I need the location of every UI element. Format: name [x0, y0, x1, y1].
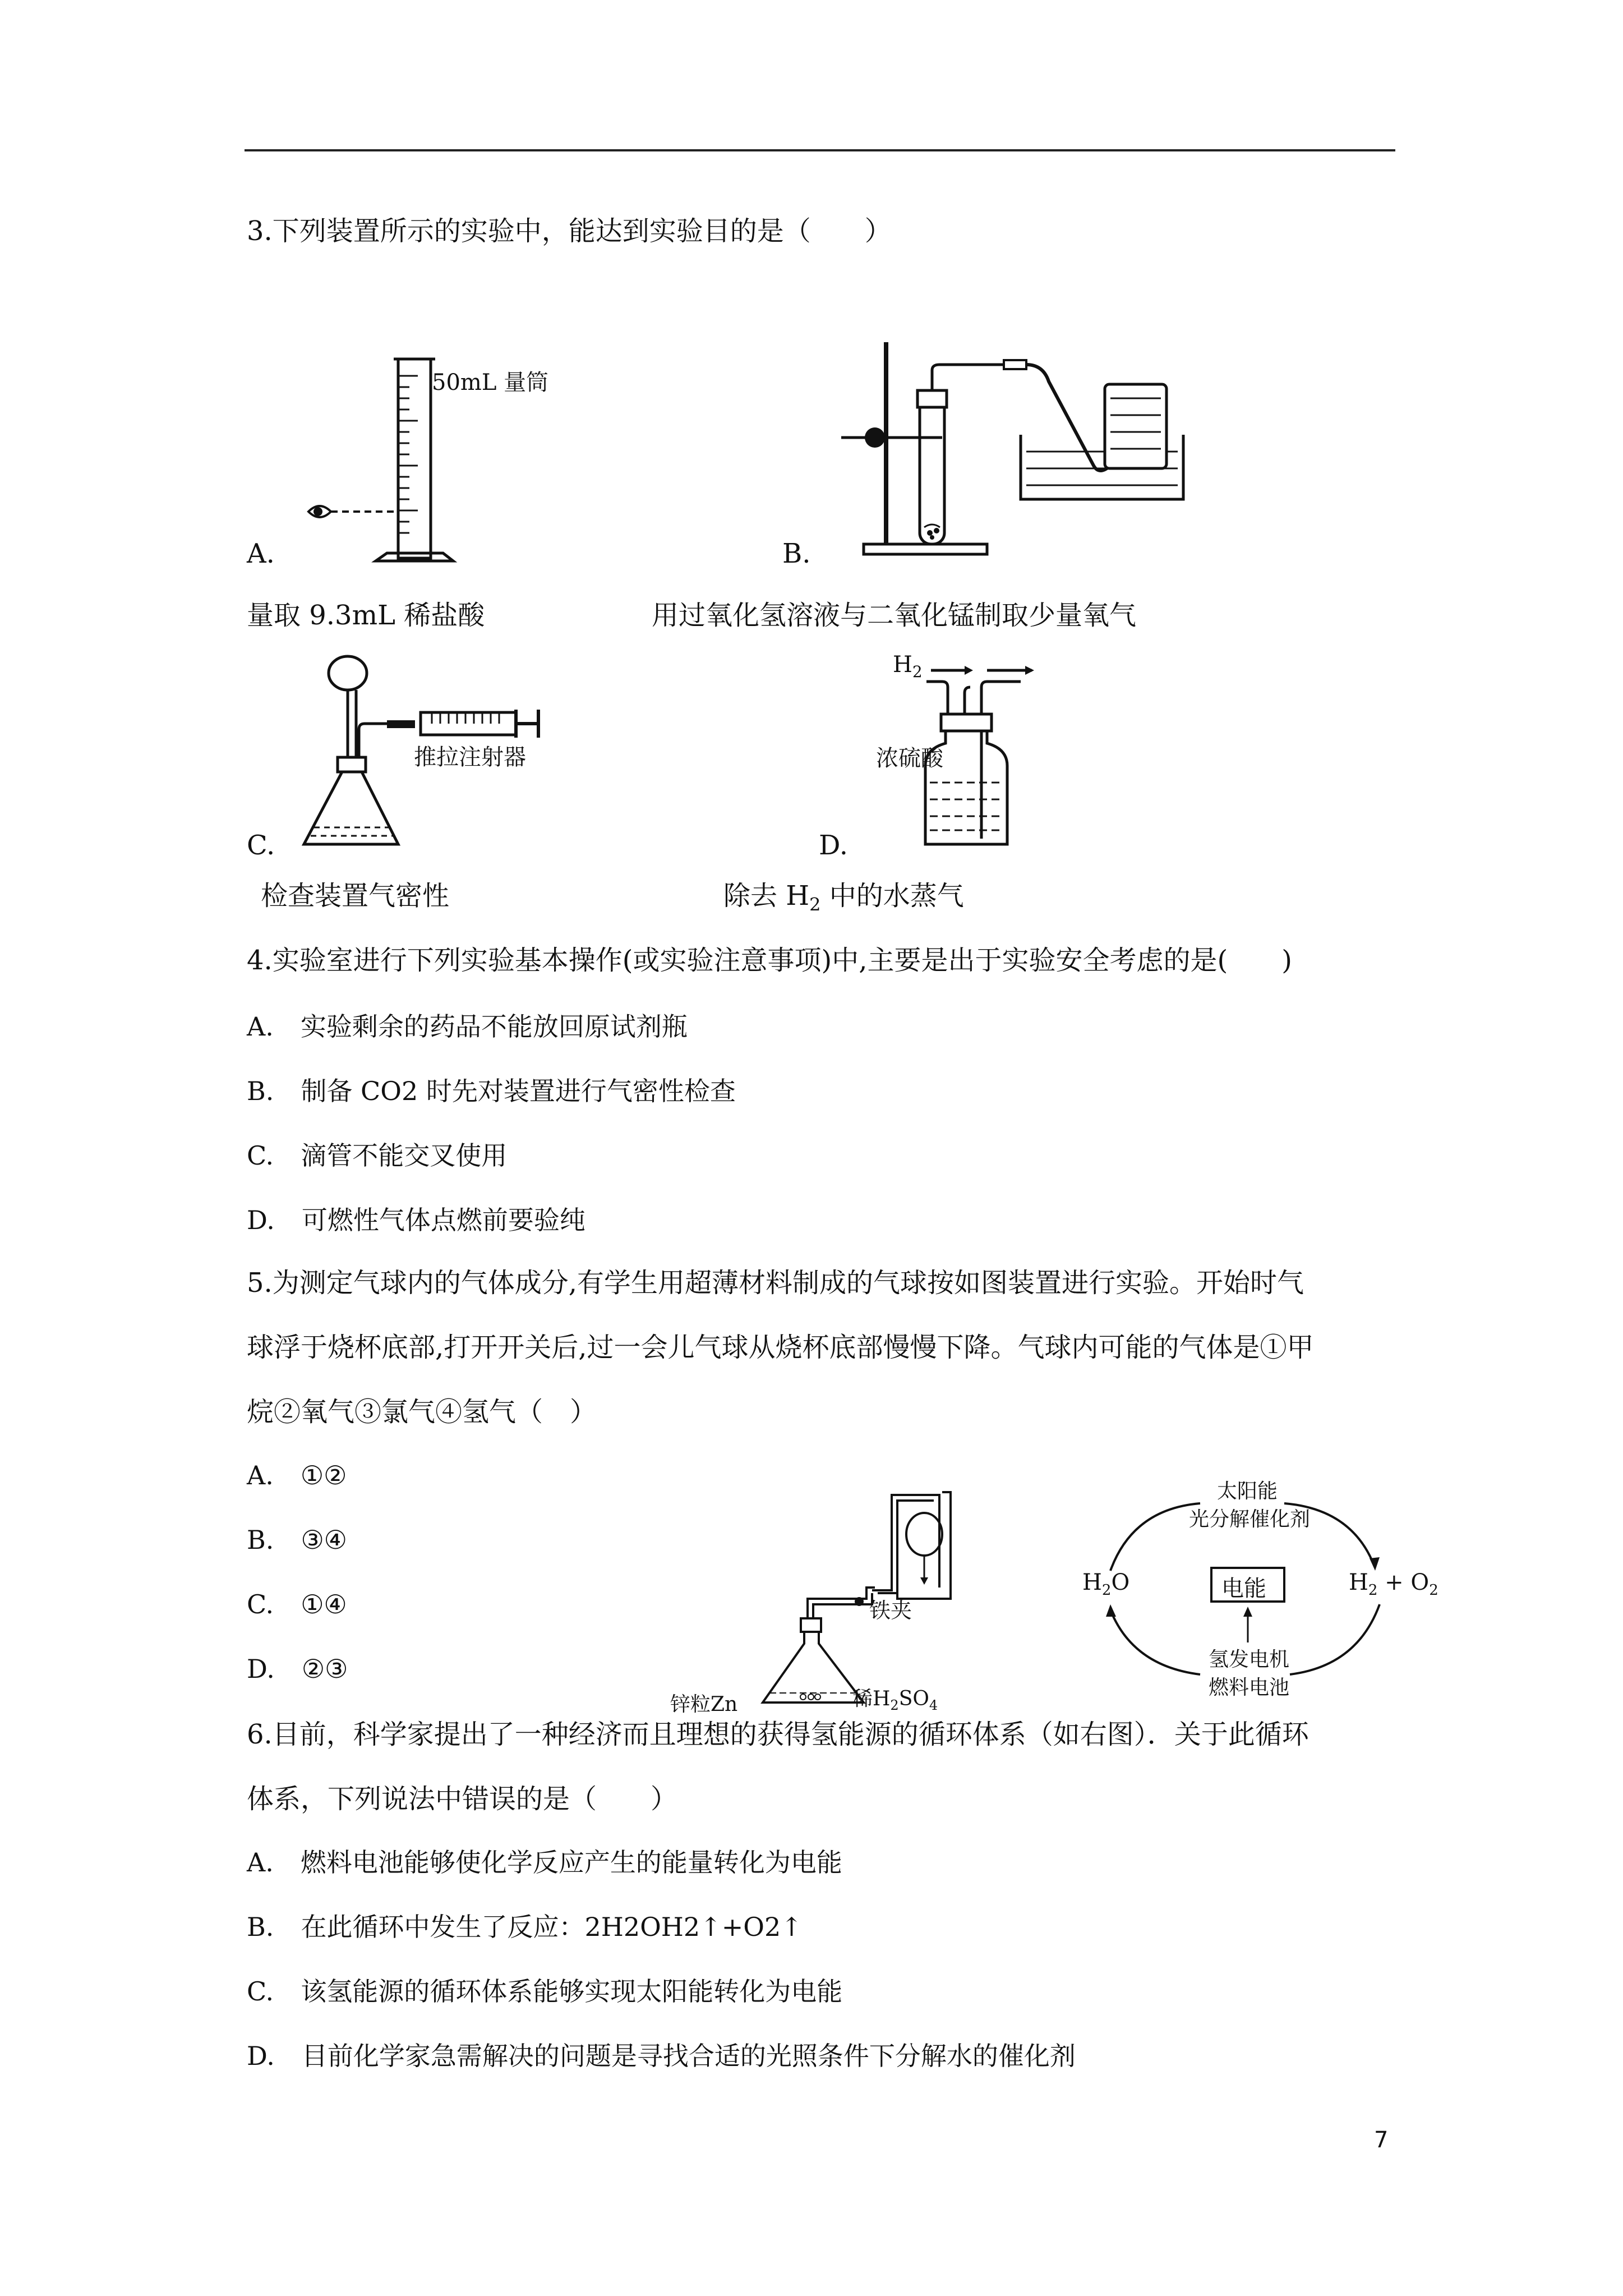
q3-stem: 3.下列装置所示的实验中，能达到实验目的是（ ） — [247, 215, 892, 247]
q3-c-figure-label: 推拉注射器 — [414, 744, 526, 770]
q3-a-caption: 量取 9.3mL 稀盐酸 — [247, 600, 485, 631]
q6-option-b: B. 在此循环中发生了反应：2H2OH2↑+O2↑ — [247, 1912, 803, 1942]
q3-d-gas-label: $H_2$ — [893, 652, 923, 681]
q6-stem-line-2: 体系，下列说法中错误的是（ ） — [247, 1783, 678, 1815]
q4-stem: 4.实验室进行下列实验基本操作(或实验注意事项)中,主要是出于实验安全考虑的是( ) — [247, 945, 1292, 976]
page-number: 7 — [1374, 2127, 1389, 2153]
q6-option-d: D. 目前化学家急需解决的问题是寻找合适的光照条件下分解水的催化剂 — [247, 2041, 1076, 2071]
header-rule — [245, 149, 1395, 151]
cycle-center-electric-energy: 电能 — [1221, 1576, 1266, 1602]
q4-option-a: A. 实验剩余的药品不能放回原试剂瓶 — [247, 1011, 688, 1042]
q6-option-c: C. 该氢能源的循环体系能够实现太阳能转化为电能 — [247, 1976, 843, 2007]
cycle-right-h2-o2: $H_2 + O_2$ — [1349, 1570, 1438, 1599]
q3-b-letter: B. — [782, 538, 811, 569]
q3-a-figure-label: 50mL 量筒 — [432, 370, 549, 395]
q3-a-letter: A. — [247, 538, 275, 569]
q5-zinc-label: 锌粒Zn — [670, 1693, 738, 1716]
q5-option-d: D. ②③ — [247, 1654, 348, 1684]
cycle-left-h2o: $H_2O$ — [1082, 1570, 1130, 1599]
q3-b-caption: 用过氧化氢溶液与二氧化锰制取少量氧气 — [652, 600, 1137, 631]
q4-option-d: D. 可燃性气体点燃前要验纯 — [247, 1205, 585, 1235]
q5-option-c: C. ①④ — [247, 1589, 347, 1619]
q6-option-a: A. 燃料电池能够使化学反应产生的能量转化为电能 — [247, 1847, 842, 1878]
q4-option-c: C. 滴管不能交叉使用 — [247, 1140, 508, 1171]
q6-stem-line-1: 6.目前，科学家提出了一种经济而且理想的获得氢能源的循环体系（如右图）．关于此循环 — [247, 1719, 1309, 1750]
q3-d-caption: 除去 $H_2$ 中的水蒸气 — [723, 880, 964, 915]
q3-d-liquid-label: 浓硫酸 — [876, 746, 943, 771]
cycle-top-line-2: 光分解催化剂 — [1189, 1508, 1311, 1531]
cycle-bottom-line-2: 燃料电池 — [1209, 1676, 1290, 1699]
q5-stem-line-1: 5.为测定气球内的气体成分,有学生用超薄材料制成的气球按如图装置进行实验。开始时气 — [247, 1267, 1304, 1299]
q5-option-b: B. ③④ — [247, 1525, 347, 1555]
q3-figure-b-oxygen-apparatus — [836, 331, 1206, 567]
q3-c-letter: C. — [247, 830, 275, 861]
q5-stem-line-2: 球浮于烧杯底部,打开开关后,过一会儿气球从烧杯底部慢慢下降。气球内可能的气体是①甲 — [247, 1332, 1314, 1363]
cycle-bottom-line-1: 氢发电机 — [1209, 1648, 1290, 1671]
cycle-top-line-1: 太阳能 — [1217, 1480, 1278, 1503]
q5-clamp-label: 铁夹 — [869, 1598, 912, 1623]
q3-d-letter: D. — [819, 830, 849, 861]
q3-c-caption: 检查装置气密性 — [261, 880, 450, 912]
q5-acid-label: 稀$H_2SO_4$ — [852, 1687, 938, 1714]
q5-stem-line-3: 烷②氧气③氯气④氢气（ ） — [247, 1396, 597, 1428]
q4-option-b: B. 制备 CO2 时先对装置进行气密性检查 — [247, 1076, 736, 1106]
q5-option-a: A. ①② — [247, 1460, 347, 1490]
